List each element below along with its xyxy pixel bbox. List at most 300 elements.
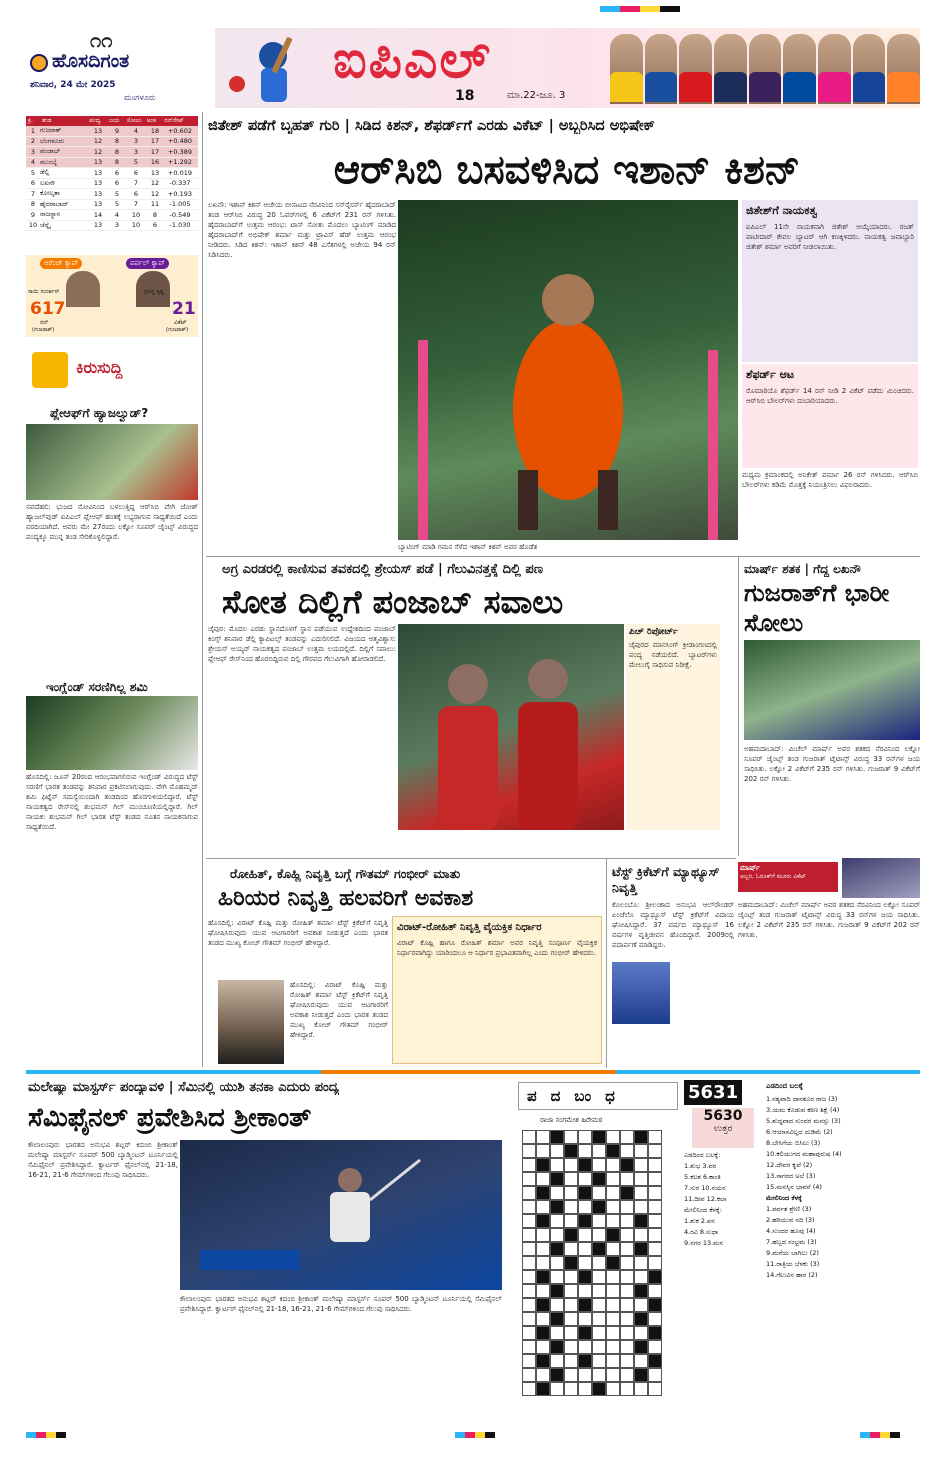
crossword-clue: 15.ಮನಸ್ಸಿನ ಭಾವನೆ (4) bbox=[766, 1183, 822, 1191]
crossword-cell bbox=[522, 1172, 536, 1186]
crossword-cell bbox=[578, 1298, 592, 1312]
crossword-cell bbox=[522, 1354, 536, 1368]
shepherd-box-title: ಶೆಫರ್ಡ್ ಆಟ bbox=[746, 368, 795, 381]
crossword-cell bbox=[550, 1340, 564, 1354]
crossword-cell bbox=[550, 1270, 564, 1284]
table-cell: 6 bbox=[30, 179, 36, 188]
crossword-cell bbox=[592, 1144, 606, 1158]
table-row bbox=[26, 179, 198, 190]
crossword-cell bbox=[634, 1186, 648, 1200]
punjab-players-photo bbox=[398, 624, 624, 830]
table-cell: 13 bbox=[93, 158, 103, 167]
crossword-cell bbox=[648, 1270, 662, 1284]
table-cell: 8 bbox=[114, 137, 120, 146]
crossword-cell bbox=[592, 1312, 606, 1326]
solution-line: ಎಡದಿಂದ ಬಲಕ್ಕೆ: bbox=[684, 1151, 721, 1159]
crossword-cell bbox=[564, 1256, 578, 1270]
crossword-cell bbox=[648, 1312, 662, 1326]
crossword-cell bbox=[578, 1270, 592, 1284]
purple-cap-wickets: 21 bbox=[172, 299, 196, 319]
crossword-cell bbox=[564, 1326, 578, 1340]
crossword-cell bbox=[550, 1284, 564, 1298]
table-cell: 18 bbox=[150, 126, 160, 135]
captain-photo bbox=[645, 34, 678, 104]
crossword-cell bbox=[536, 1214, 550, 1228]
table-cell: 12 bbox=[150, 179, 160, 188]
crossword-cell bbox=[550, 1354, 564, 1368]
table-cell: 10 bbox=[28, 221, 38, 230]
crossword-cell bbox=[578, 1284, 592, 1298]
orange-cap-player-photo bbox=[66, 271, 100, 307]
color-registration-marks bbox=[600, 6, 680, 12]
captain-photo bbox=[818, 34, 851, 104]
gambhir-headline: ಹಿರಿಯರ ನಿವೃತ್ತಿ ಹಲವರಿಗೆ ಅವಕಾಶ bbox=[218, 886, 474, 911]
brief-body-shami: ಹೊಸದಿಲ್ಲಿ: ಜೂನ್ 20ರಂದ ಆರಂಭವಾಗಲಿರುವ ಇಂಗ್ಲೆಂಡ್ ವಿರುದ್ಧದ ಟೆಸ್ಟ್ ಸರಣಿಗೆ ಭಾರತ ತಂಡವನ್ನು ಶನಿವಾರ ಪ್ರಕಟಿಸಲಾಗುವುದು. ವೇಗಿ ಮೊಹಮ್ಮದ್ ಶಮಿ ಫಿಟ್ನೆಸ್ ಸಮಸ್ಯೆಯಿಂದಾಗಿ ತಂಡದಿಂದ ಹೊರಗುಳಿಯಲಿದ್ದಾರೆ. ಟೆಸ್ಟ್ ನಾಯಕತ್ವದ ರೇಸ್‌ನಲ್ಲಿ ಶುಭಮನ್ ಗಿಲ್ ಮುಂಚೂಣಿಯಲ್ಲಿದ್ದಾರೆ. ಗಿಲ್ ನಾಯಕ: ಶುಭಮನ್ ಗಿಲ್ ಭಾರತ ಟೆಸ್ಟ್ ತಂಡದ ನೂತನ ನಾಯಕನಾಗುವ ಸಾಧ್ಯತೆಯಿದೆ. bbox=[26, 773, 198, 831]
purple-cap-label: ಪರ್ಪಲ್ ಕ್ಯಾಪ್ bbox=[126, 258, 169, 269]
crossword-cell bbox=[564, 1214, 578, 1228]
table-cell: 11 bbox=[150, 200, 160, 209]
ishan-kishan-photo bbox=[398, 200, 738, 540]
crossword-cell bbox=[620, 1242, 634, 1256]
table-cell: ಪಂಜಾಬ್ bbox=[40, 147, 61, 156]
batsman-illustration bbox=[225, 32, 315, 104]
crossword-cell bbox=[522, 1284, 536, 1298]
table-cell: -1.005 bbox=[169, 200, 191, 209]
crossword-cell bbox=[522, 1200, 536, 1214]
crossword-cell bbox=[592, 1242, 606, 1256]
crossword-cell bbox=[522, 1144, 536, 1158]
crossword-cell bbox=[592, 1172, 606, 1186]
ipl-captains-strip bbox=[610, 34, 920, 104]
crossword-cell bbox=[536, 1368, 550, 1382]
crossword-cell bbox=[620, 1214, 634, 1228]
crossword-cell bbox=[606, 1312, 620, 1326]
table-row bbox=[26, 158, 198, 169]
crossword-cell bbox=[550, 1200, 564, 1214]
column-divider bbox=[606, 858, 607, 1068]
table-cell: 3 bbox=[114, 221, 120, 230]
crossword-cell bbox=[648, 1326, 662, 1340]
table-cell: 13 bbox=[93, 126, 103, 135]
column-divider bbox=[738, 556, 739, 856]
crossword-clue: 11.ರಾತ್ರಿಯ ಬೆಳಕು (3) bbox=[766, 1260, 820, 1268]
crossword-cell bbox=[634, 1256, 648, 1270]
col-played: ಪಂದ್ಯ bbox=[89, 117, 101, 124]
table-cell: 8 bbox=[152, 210, 158, 219]
crossword-cell bbox=[578, 1130, 592, 1144]
jitesh-box-body: ಐಪಿಎಲ್ 11ನೇ ನಾಯಕನಾಗಿ ಜಿತೇಶ್ ಆಯ್ಕೆಯಾದರು. ರಜತ್ ಪಾಟೀದಾರ್ ಕೇವಲ ಬ್ಯಾಟರ್ ಆಗಿ ಕಣಕ್ಕಿಳಿದರು. ನಾಯಕತ್ವ ಜವಾಬ್ದಾರಿ ಜಿತೇಶ್ ಶರ್ಮಾ ಅವರಿಗೆ ನೀಡಲಾಯಿತು. bbox=[746, 223, 914, 251]
crossword-cell bbox=[550, 1130, 564, 1144]
section-divider bbox=[206, 858, 736, 859]
srikanth-kicker: ಮಲೇಷ್ಯಾ ಮಾಸ್ಟರ್ಸ್ ಪಂದ್ಯಾವಳಿ | ಸೆಮಿನಲ್ಲಿ ಯುಶಿ ತನಕಾ ಎದುರು ಪಂದ್ಯ bbox=[28, 1080, 339, 1095]
crossword-cell bbox=[536, 1256, 550, 1270]
pitch-report-title: ಪಿಚ್ ರಿಪೋರ್ಟ್ bbox=[629, 627, 678, 637]
crossword-cell bbox=[536, 1270, 550, 1284]
table-cell: 6 bbox=[152, 221, 158, 230]
table-cell: ಗುಜರಾತ್ bbox=[40, 126, 62, 135]
orange-cap-label: ಆರೆಂಜ್ ಕ್ಯಾಪ್ bbox=[40, 258, 82, 269]
crossword-cell bbox=[536, 1284, 550, 1298]
crossword-clue: 13.ಸಾಗರದ ಅಲೆ (3) bbox=[766, 1172, 816, 1180]
crossword-cell bbox=[564, 1200, 578, 1214]
captain-photo bbox=[887, 34, 920, 104]
table-cell: 6 bbox=[133, 168, 139, 177]
captain-photo bbox=[749, 34, 782, 104]
jitesh-box bbox=[742, 200, 918, 362]
crossword-cell bbox=[648, 1144, 662, 1158]
table-cell: 12 bbox=[93, 147, 103, 156]
crossword-cell bbox=[606, 1158, 620, 1172]
crossword-clue: 14.ಗೆಲುವಿನ ಹಾರ (2) bbox=[766, 1271, 818, 1279]
gambhir-body: ಹೊಸದಿಲ್ಲಿ: ವಿರಾಟ್ ಕೊಹ್ಲಿ ಮತ್ತು ರೋಹಿತ್ ಶರ್ಮಾ ಟೆಸ್ಟ್ ಕ್ರಿಕೆಟ್‌ಗೆ ನಿವೃತ್ತಿ ಘೋಷಿಸಿರುವುದು ಯುವ ಆಟಗಾರರಿಗೆ ಅವಕಾಶ ನೀಡುತ್ತದೆ ಎಂದು ಭಾರತ ತಂಡದ ಮುಖ್ಯ ಕೋಚ್ ಗೌತಮ್ ಗಂಭೀರ್ ಹೇಳಿದ್ದಾರೆ. bbox=[208, 919, 388, 947]
mathews-body: ಕೊಲಂಬೊ: ಶ್ರೀಲಂಕಾದ ಅನುಭವಿ ಆಲ್‌ರೌಂಡರ್ ಏಂಜೆಲೊ ಮ್ಯಾಥ್ಯೂಸ್ ಟೆಸ್ಟ್ ಕ್ರಿಕೆಟ್‌ಗೆ ವಿದಾಯ ಘೋಷಿಸಿದ್ದಾರೆ. 37 ವರ್ಷದ ಮ್ಯಾಥ್ಯೂಸ್ 16 ವರ್ಷಗಳ ವೃತ್ತಿಜೀವನ ಹೊಂದಿದ್ದಾರೆ. 2009ರಲ್ಲಿ ಪದಾರ್ಪಣೆ ಮಾಡಿದ್ದರು. bbox=[612, 901, 734, 949]
crossword-cell bbox=[606, 1256, 620, 1270]
color-registration-marks bbox=[26, 1432, 66, 1438]
crossword-cell bbox=[592, 1382, 606, 1396]
srikanth-body: ಕೌಲಾಲಂಪುರ: ಭಾರತದ ಅನುಭವಿ ಶಟ್ಲರ್ ಕಿದಂಬಿ ಶ್ರೀಕಾಂತ್ ಮಲೇಷ್ಯಾ ಮಾಸ್ಟರ್ಸ್ ಸೂಪರ್ 500 ಬ್ಯಾಡ್ಮಿಂಟನ್ ಟೂರ್ನಿಯಲ್ಲಿ ಸೆಮಿಫೈನಲ್ ಪ್ರವೇಶಿಸಿದ್ದಾರೆ. ಕ್ವಾರ್ಟರ್ ಫೈನಲ್‌ನಲ್ಲಿ 21-18, 16-21, 21-6 ಗೇಮ್‌ಗಳಿಂದ ಗೆಲುವು ಸಾಧಿಸಿದರು. bbox=[28, 1141, 178, 1179]
crossword-cell bbox=[564, 1312, 578, 1326]
crossword-cell bbox=[522, 1228, 536, 1242]
solution-line: ಮೇಲಿನಿಂದ ಕೆಳಕ್ಕೆ: bbox=[684, 1206, 722, 1214]
table-cell: 6 bbox=[114, 168, 120, 177]
crossword-cell bbox=[564, 1242, 578, 1256]
table-cell: ಲಖನೌ bbox=[40, 178, 55, 187]
table-cell: +0.389 bbox=[167, 147, 193, 156]
crossword-clue: 9.ಮನೆಯ ಬಾಗಿಲು (2) bbox=[766, 1249, 819, 1257]
table-cell: 6 bbox=[133, 189, 139, 198]
crossword-cell bbox=[578, 1144, 592, 1158]
crossword-cell bbox=[564, 1270, 578, 1284]
crossword-clue: 3.ಯಮ ಕೊಡುವ ಕಠಿಣ ಶಿಕ್ಷೆ (4) bbox=[766, 1106, 840, 1114]
table-cell: 5 bbox=[114, 189, 120, 198]
crossword-cell bbox=[606, 1284, 620, 1298]
crossword-setter: ರಾಜಾ ಸಂಗಮೇಶ ಹಿರೇಮಠ bbox=[540, 1116, 603, 1124]
col-won: ಜಯ bbox=[109, 117, 120, 124]
crossword-grid bbox=[522, 1130, 662, 1410]
crossword-cell bbox=[592, 1228, 606, 1242]
crossword-cell bbox=[648, 1130, 662, 1144]
crossword-cell bbox=[536, 1326, 550, 1340]
lead-body: ಲಖನೌ: ಇಶಾನ್ ಕಿಶನ್ ಅಜೇಯ ಬೀಸಾಟದ ನೆರವಿನಿಂದ ಸನ್‌ರೈಸರ್ಸ್ ಹೈದರಾಬಾದ್ ತಂಡ ಆರ್‌ಸಿಬಿ ವಿರುದ್ಧ 20 ಓವರ್‌ಗಳಲ್ಲಿ 6 ವಿಕೆಟ್‌ಗೆ 231 ರನ್ ಗಳಿಸಿತು. ಹೈದರಾಬಾದ್‌ಗೆ ಉತ್ತಮ ಆರಂಭ: ಟಾಸ್ ಸೋತು ಮೊದಲು ಬ್ಯಾಟಿಂಗ್ ಮಾಡಿದ ಹೈದರಾಬಾದ್‌ಗೆ ಅಭಿಷೇಕ್ ಶರ್ಮಾ ಮತ್ತು ಟ್ರಾವಿಸ್ ಹೆಡ್ ಉತ್ತಮ ಆರಂಭ ನೀಡಿದರು. ಸಿಡಿದ ಕಿಶನ್: ಇಶಾನ್ ಕಿಶನ್ 48 ಎಸೆತಗಳಲ್ಲಿ ಅಜೇಯ 94 ರನ್ ಸಿಡಿಸಿದರು. bbox=[208, 201, 396, 259]
table-cell: 8 bbox=[114, 158, 120, 167]
crossword-cell bbox=[634, 1242, 648, 1256]
crossword-cell bbox=[578, 1340, 592, 1354]
solution-line: 9.ನಗರ 13.ಮನ bbox=[684, 1239, 723, 1247]
crossword-cell bbox=[634, 1144, 648, 1158]
crossword-cell bbox=[564, 1284, 578, 1298]
decorative-rule bbox=[26, 1070, 920, 1074]
col-team: ತಂಡ bbox=[41, 117, 52, 124]
crossword-clue: 7.ಹಬ್ಬದ ಸಂಭ್ರಮ (3) bbox=[766, 1238, 817, 1246]
crossword-cell bbox=[648, 1284, 662, 1298]
punjab-headline: ಸೋತ ದಿಲ್ಲಿಗೆ ಪಂಜಾಬ್ ಸವಾಲು bbox=[222, 583, 564, 621]
shepherd-box-body: ರೊಮಾರಿಯೊ ಶೆಫರ್ಡ್ 14 ರನ್ ನೀಡಿ 2 ವಿಕೆಟ್ ಪಡೆದು ಮಿಂಚಿದರು. ಆರ್‌ಸಿಬಿ ಬೌಲರ್‌ಗಳು ದುಬಾರಿಯಾದರು. bbox=[746, 387, 914, 405]
table-cell: 3 bbox=[133, 137, 139, 146]
solution-line: 5.ಕಲಶ 6.ಕಾಂತಿ bbox=[684, 1173, 721, 1181]
edition-city: ಮಂಗಳೂರು bbox=[124, 93, 156, 102]
table-cell: +0.019 bbox=[167, 168, 193, 177]
lead-photo-caption: ಬ್ಯಾಟಿಂಗ್ ಮಾಡಿ ಗಮನ ಸೆಳೆದ ಇಶಾನ್ ಕಿಶನ್ ಅವರ ಹೊಡೆತ bbox=[398, 543, 538, 551]
captain-photo bbox=[853, 34, 886, 104]
paper-logo-icon bbox=[30, 54, 48, 72]
table-cell: -0.549 bbox=[169, 210, 191, 219]
crossword-cell bbox=[522, 1270, 536, 1284]
table-cell: +0.193 bbox=[167, 189, 193, 198]
crossword-cell bbox=[648, 1158, 662, 1172]
crossword-cell bbox=[620, 1298, 634, 1312]
crossword-cell bbox=[634, 1214, 648, 1228]
solution-line: 7.ಸುರ 10.ನಯನ bbox=[684, 1184, 726, 1192]
crossword-cell bbox=[564, 1368, 578, 1382]
crossword-clue: 2.ಹರಿಯುವ ನದಿ (3) bbox=[766, 1216, 815, 1224]
crossword-cell bbox=[550, 1214, 564, 1228]
crossword-cell bbox=[634, 1326, 648, 1340]
crossword-cell bbox=[564, 1228, 578, 1242]
purple-cap-player: ಪ್ರಸಿದ್ಧ ಕೃಷ್ಣ bbox=[144, 289, 165, 295]
crossword-cell bbox=[578, 1172, 592, 1186]
crossword-cell bbox=[592, 1326, 606, 1340]
points-table-header bbox=[26, 116, 198, 126]
captain-photo bbox=[679, 34, 712, 104]
table-cell: 13 bbox=[93, 168, 103, 177]
lead-kicker: ಜಿತೇಶ್ ಪಡೆಗೆ ಬೃಹತ್ ಗುರಿ | ಸಿಡಿದ ಕಿಶನ್, ಶೆಫರ್ಡ್‌ಗೆ ಎರಡು ವಿಕೆಟ್ | ಅಬ್ಬರಿಸಿದ ಅಭಿಷೇಕ್ bbox=[208, 118, 655, 134]
crossword-cell bbox=[606, 1186, 620, 1200]
crossword-cell bbox=[620, 1158, 634, 1172]
orange-cap-runs: 617 bbox=[30, 299, 66, 319]
crossword-cell bbox=[634, 1270, 648, 1284]
points-table-body bbox=[26, 126, 198, 231]
crossword-cell bbox=[606, 1144, 620, 1158]
crossword-cell bbox=[648, 1256, 662, 1270]
crossword-cell bbox=[578, 1326, 592, 1340]
solution-line: 11.ದೀಪ 12.ಕಲಾ bbox=[684, 1195, 727, 1203]
hand-icon bbox=[32, 352, 68, 388]
table-row bbox=[26, 137, 198, 148]
crossword-cell bbox=[536, 1130, 550, 1144]
col-nrr: ರನ್‌ರೇಟ್ bbox=[164, 117, 184, 124]
crossword-cell bbox=[564, 1172, 578, 1186]
table-cell: 4 bbox=[133, 126, 139, 135]
crossword-cell bbox=[592, 1214, 606, 1228]
gambhir-body-continued: ಹೊಸದಿಲ್ಲಿ: ವಿರಾಟ್ ಕೊಹ್ಲಿ ಮತ್ತು ರೋಹಿತ್ ಶರ್ಮಾ ಟೆಸ್ಟ್ ಕ್ರಿಕೆಟ್‌ಗೆ ನಿವೃತ್ತಿ ಘೋಷಿಸಿರುವುದು ಯುವ ಆಟಗಾರರಿಗೆ ಅವಕಾಶ ನೀಡುತ್ತದೆ ಎಂದು ಭಾರತ ತಂಡದ ಮುಖ್ಯ ಕೋಚ್ ಗೌತಮ್ ಗಂಭೀರ್ ಹೇಳಿದ್ದಾರೆ. bbox=[290, 981, 388, 1039]
crossword-cell bbox=[550, 1368, 564, 1382]
gambhir-retirement-box bbox=[392, 916, 602, 1064]
table-cell: 4 bbox=[114, 210, 120, 219]
table-cell: 9 bbox=[114, 126, 120, 135]
crossword-clue: 5.ಶುದ್ಧವಾದ ಸುಂದರ ಮನಸ್ಸು (3) bbox=[766, 1117, 841, 1125]
crossword-cell bbox=[536, 1144, 550, 1158]
table-cell: 10 bbox=[131, 221, 141, 230]
crossword-cell bbox=[536, 1340, 550, 1354]
previous-solution-grid bbox=[684, 1150, 760, 1249]
crossword-cell bbox=[648, 1200, 662, 1214]
page-number: ೧೧ bbox=[90, 28, 113, 52]
crossword-cell bbox=[606, 1242, 620, 1256]
crossword-cell bbox=[578, 1228, 592, 1242]
crossword-cell bbox=[522, 1298, 536, 1312]
previous-solution-label: ಉತ್ತರ bbox=[713, 1124, 733, 1134]
table-cell: 13 bbox=[150, 168, 160, 177]
crossword-cell bbox=[648, 1382, 662, 1396]
table-cell: 8 bbox=[114, 147, 120, 156]
crossword-cell bbox=[592, 1158, 606, 1172]
purple-cap-unit: ವಿಕೆಟ್ bbox=[174, 319, 187, 326]
crossword-cell bbox=[620, 1312, 634, 1326]
table-cell: +1.292 bbox=[167, 158, 193, 167]
table-cell: 17 bbox=[150, 137, 160, 146]
crossword-cell bbox=[550, 1256, 564, 1270]
crossword-cell bbox=[606, 1214, 620, 1228]
crossword-clues-across-title: ಎಡದಿಂದ ಬಲಕ್ಕೆ bbox=[766, 1082, 803, 1090]
solution-line: 4.ರವಿ 8.ಸುಧಾ bbox=[684, 1228, 719, 1236]
crossword-cell bbox=[578, 1382, 592, 1396]
crossword-clues-down-title: ಮೇಲಿನಿಂದ ಕೆಳಕ್ಕೆ bbox=[766, 1194, 802, 1202]
gujarat-players-photo bbox=[744, 640, 920, 740]
crossword-cell bbox=[634, 1312, 648, 1326]
section-divider bbox=[206, 556, 920, 557]
brief-headline-hazlewood: ಪ್ಲೇಆಫ್‌ಗೆ ಹ್ಯಾಜಲ್ವುಡ್? bbox=[50, 406, 149, 420]
crossword-cell bbox=[648, 1172, 662, 1186]
ipl-banner bbox=[215, 28, 920, 108]
crossword-cell bbox=[648, 1298, 662, 1312]
table-cell: 4 bbox=[30, 158, 36, 167]
table-row bbox=[26, 221, 198, 232]
ipl-title: ಐಪಿಎಲ್ bbox=[333, 30, 492, 90]
crossword-cell bbox=[522, 1326, 536, 1340]
table-cell: 13 bbox=[93, 200, 103, 209]
table-cell: 12 bbox=[150, 189, 160, 198]
crossword-cell bbox=[536, 1312, 550, 1326]
table-cell: 9 bbox=[30, 210, 36, 219]
crossword-clue: 4.ಸುಂದರ ಹೂವು (4) bbox=[766, 1227, 816, 1235]
crossword-cell bbox=[550, 1228, 564, 1242]
crossword-cell bbox=[550, 1186, 564, 1200]
table-row bbox=[26, 200, 198, 211]
pitch-report-body: ಜೈಪುರದ ಮಾನಸಿಂಗ್ ಕ್ರೀಡಾಂಗಣದಲ್ಲಿ ಪಂದ್ಯ ನಡೆಯಲಿದೆ. ಬ್ಯಾಟರ್‌ಗಳು ಮೇಲುಗೈ ಸಾಧಿಸುವ ನಿರೀಕ್ಷೆ. bbox=[629, 641, 717, 669]
shepherd-box bbox=[742, 364, 918, 468]
crossword-cell bbox=[620, 1382, 634, 1396]
table-cell: -0.337 bbox=[169, 179, 191, 188]
jitesh-box-title: ಜಿತೇಶ್‌ಗೆ ನಾಯಕತ್ವ bbox=[746, 204, 818, 217]
table-cell: 5 bbox=[114, 200, 120, 209]
table-cell: 7 bbox=[30, 189, 36, 198]
gambhir-photo bbox=[218, 980, 284, 1064]
crossword-cell bbox=[634, 1284, 648, 1298]
crossword-cell bbox=[606, 1130, 620, 1144]
crossword-cell bbox=[564, 1298, 578, 1312]
table-cell: 6 bbox=[114, 179, 120, 188]
crossword-cell bbox=[578, 1158, 592, 1172]
table-cell: 10 bbox=[131, 210, 141, 219]
shami-photo bbox=[26, 696, 198, 770]
crossword-cell bbox=[606, 1228, 620, 1242]
crossword-cell bbox=[536, 1298, 550, 1312]
table-row bbox=[26, 189, 198, 200]
brief-headline-shami: ಇಂಗ್ಲೆಂಡ್ ಸರಣಿಗಿಲ್ಲ ಶಮಿ bbox=[46, 680, 148, 694]
crossword-cell bbox=[634, 1368, 648, 1382]
crossword-cell bbox=[536, 1354, 550, 1368]
crossword-cell bbox=[620, 1284, 634, 1298]
marsh-box-body: ಅಬ್ಬರ, ಓರೂಕ್‌ಗೆ ಮೂರು ವಿಕೆಟ್ bbox=[740, 873, 806, 880]
crossword-cell bbox=[606, 1354, 620, 1368]
crossword-cell bbox=[564, 1186, 578, 1200]
table-cell: 1 bbox=[30, 126, 36, 135]
crossword-cell bbox=[592, 1284, 606, 1298]
crossword-cell bbox=[620, 1172, 634, 1186]
table-cell: 7 bbox=[133, 179, 139, 188]
crossword-cell bbox=[578, 1186, 592, 1200]
solution-line: 1.ಶುಕ 2.ವನ bbox=[684, 1217, 715, 1225]
table-cell: 3 bbox=[133, 147, 139, 156]
crossword-cell bbox=[578, 1214, 592, 1228]
crossword-cell bbox=[536, 1200, 550, 1214]
table-cell: ಡೆಲ್ಲಿ bbox=[40, 168, 50, 177]
crossword-cell bbox=[620, 1200, 634, 1214]
crossword-number: 5631 bbox=[684, 1080, 742, 1105]
kirusuddi-logo bbox=[32, 352, 182, 388]
pitch-report-box bbox=[626, 624, 720, 830]
crossword-cell bbox=[606, 1172, 620, 1186]
table-cell: ಬೆಂಗಳೂರು bbox=[40, 136, 65, 145]
table-cell: +0.480 bbox=[167, 137, 193, 146]
crossword-cell bbox=[620, 1144, 634, 1158]
crossword-cell bbox=[648, 1214, 662, 1228]
crossword-cell bbox=[606, 1368, 620, 1382]
crossword-cell bbox=[564, 1130, 578, 1144]
ipl-dates: ಮಾ.22-ಜೂ. 3 bbox=[507, 90, 566, 101]
crossword-cell bbox=[522, 1242, 536, 1256]
crossword-cell bbox=[522, 1340, 536, 1354]
crossword-cell bbox=[606, 1340, 620, 1354]
brief-body-hazlewood: ನವದೆಹಲಿ: ಭುಜದ ನೋವಿನಿಂದ ಬಳಲುತ್ತಿದ್ದ ಆರ್‌ಸಿಬಿ ವೇಗಿ ಜೋಶ್ ಹ್ಯಾಜಲ್‌ವುಡ್ ಐಪಿಎಲ್ ಪ್ಲೇಆಫ್ ಹಂತಕ್ಕೆ ಲಭ್ಯರಾಗುವ ಸಾಧ್ಯತೆಯಿದೆ ಎಂದು ವರದಿಯಾಗಿದೆ. ಅವರು ಮೇ 27ರಂದು ಲಕ್ನೋ ಸೂಪರ್ ಜೈಂಟ್ಸ್ ವಿರುದ್ಧದ ಪಂದ್ಯಕ್ಕೂ ಮುನ್ನ ತಂಡ ಸೇರಿಕೊಳ್ಳಲಿದ್ದಾರೆ. bbox=[26, 503, 198, 541]
crossword-cell bbox=[592, 1354, 606, 1368]
gujarat-headline: ಗುಜರಾತ್‌ಗೆ ಭಾರೀ ಸೋಲು bbox=[744, 579, 890, 637]
crossword-cell bbox=[592, 1340, 606, 1354]
crossword-cell bbox=[634, 1172, 648, 1186]
table-cell: ಮುಂಬೈ bbox=[40, 157, 57, 166]
crossword-cell bbox=[592, 1186, 606, 1200]
crossword-cell bbox=[620, 1354, 634, 1368]
crossword-cell bbox=[634, 1340, 648, 1354]
table-cell: ಚೆನ್ನೈ bbox=[40, 220, 51, 229]
table-cell: 16 bbox=[150, 158, 160, 167]
crossword-cell bbox=[620, 1130, 634, 1144]
table-row bbox=[26, 210, 198, 221]
crossword-cell bbox=[648, 1354, 662, 1368]
col-rank: ಕ್ರ. bbox=[28, 117, 33, 124]
table-cell: 8 bbox=[30, 200, 36, 209]
table-cell: 7 bbox=[133, 200, 139, 209]
table-cell: 13 bbox=[93, 189, 103, 198]
table-cell: 13 bbox=[93, 221, 103, 230]
crossword-cell bbox=[578, 1368, 592, 1382]
crossword-cell bbox=[634, 1158, 648, 1172]
crossword-cell bbox=[522, 1312, 536, 1326]
color-registration-marks bbox=[860, 1432, 900, 1438]
crossword-cell bbox=[522, 1158, 536, 1172]
crossword-cell bbox=[648, 1228, 662, 1242]
table-cell: +0.602 bbox=[167, 126, 193, 135]
hazlewood-photo bbox=[26, 424, 198, 500]
punjab-body: ಜೈಪುರ: ಮೊದಲ ಎರಡು ಸ್ಥಾನದೊಳಗೆ ಸ್ಥಾನ ಪಡೆಯುವ ಉದ್ದೇಶದಿಂದ ಪಂಜಾಬ್ ಕಿಂಗ್ಸ್ ಶನಿವಾರ ಡೆಲ್ಲಿ ಕ್ಯಾಪಿಟಲ್ಸ್ ತಂಡವನ್ನು ಎದುರಿಸಲಿದೆ. ವಿಜಯದ ಆತ್ಮವಿಶ್ವಾಸ: ಶ್ರೇಯಸ್ ಅಯ್ಯರ್ ನಾಯಕತ್ವದ ಪಂಜಾಬ್ ಉತ್ತಮ ಲಯದಲ್ಲಿದೆ. ದಿಲ್ಲಿಗೆ ಸವಾಲು: ಪ್ಲೇಆಫ್ ರೇಸ್‌ನಿಂದ ಹೊರಬಿದ್ದಿರುವ ದಿಲ್ಲಿ ಗೌರವದ ಗೆಲುವಿಗಾಗಿ ಹೋರಾಡಲಿದೆ. bbox=[208, 625, 396, 663]
table-cell: 13 bbox=[93, 179, 103, 188]
crossword-cell bbox=[578, 1242, 592, 1256]
crossword-cell bbox=[634, 1228, 648, 1242]
table-cell: 12 bbox=[93, 137, 103, 146]
crossword-cell bbox=[522, 1368, 536, 1382]
table-cell: 5 bbox=[133, 158, 139, 167]
retirement-box-body: ವಿರಾಟ್ ಕೊಹ್ಲಿ ಹಾಗೂ ರೋಹಿತ್ ಶರ್ಮಾ ಅವರ ನಿವೃತ್ತಿ ಸಂಪೂರ್ಣ ವೈಯಕ್ತಿಕ ನಿರ್ಧಾರವಾಗಿದ್ದು ಯಾರಿಂದಲೂ ಆ ನಿರ್ಧಾರ ಪ್ರಭಾವಿತವಾಗಿಲ್ಲ ಎಂದು ಗಂಭೀರ್ ಹೇಳಿದರು. bbox=[397, 939, 597, 957]
